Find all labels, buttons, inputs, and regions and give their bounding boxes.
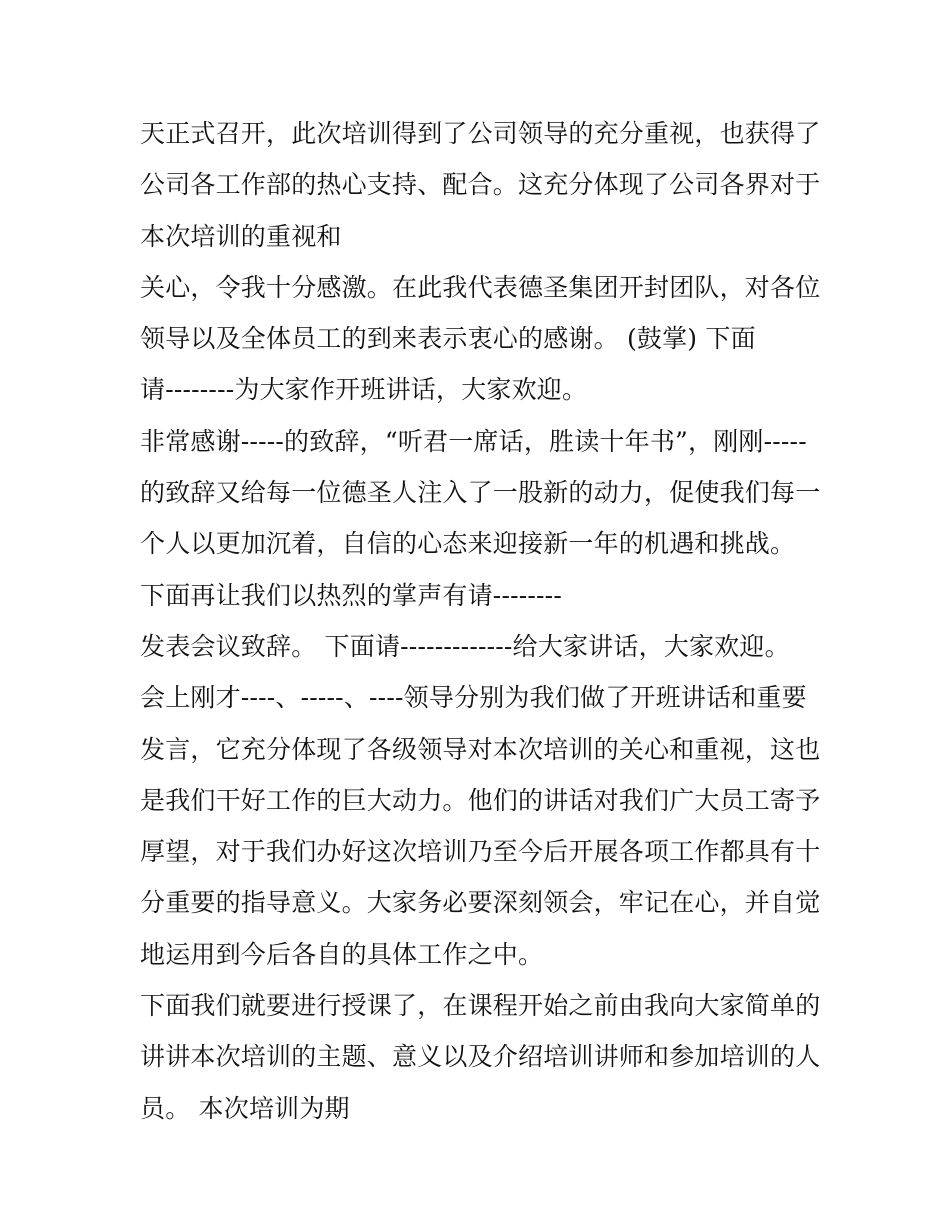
text-line: 请--------为大家作开班讲话，大家欢迎。 bbox=[140, 375, 588, 405]
text-line: 下面再让我们以热烈的掌声有请-------- bbox=[140, 580, 562, 610]
text-line: 发表会议致辞。 下面请-------------给大家讲话，大家欢迎。 bbox=[140, 631, 790, 661]
text-line: 关心，令我十分感激。在此我代表德圣集团开封团队，对各位 bbox=[140, 272, 821, 302]
text-line: 非常感谢-----的致辞，“听君一席话，胜读十年书”，刚刚----- bbox=[140, 426, 807, 456]
text-line: 个人以更加沉着，自信的心态来迎接新一年的机遇和挑战。 bbox=[140, 529, 796, 559]
text-line: 地运用到今后各自的具体工作之中。 bbox=[140, 939, 544, 969]
text-line: 天正式召开，此次培训得到了公司领导的充分重视，也获得了 bbox=[140, 119, 821, 148]
text-line: 分重要的指导意义。大家务必要深刻领会，牢记在心，并自觉 bbox=[140, 888, 821, 918]
text-line: 本次培训的重视和 bbox=[140, 221, 342, 251]
text-line: 下面我们就要进行授课了，在课程开始之前由我向大家简单的 bbox=[140, 991, 821, 1021]
text-line: 厚望，对于我们办好这次培训乃至今后开展各项工作都具有十 bbox=[140, 837, 821, 867]
text-line: 领导以及全体员工的到来表示衷心的感谢。 (鼓掌) 下面 bbox=[140, 324, 756, 354]
document-body bbox=[140, 108, 830, 1134]
text-line: 的致辞又给每一位德圣人注入了一股新的动力，促使我们每一 bbox=[140, 478, 821, 508]
text-line: 发言，它充分体现了各级领导对本次培训的关心和重视，这也 bbox=[140, 734, 821, 764]
text-line: 员。 本次培训为期 bbox=[140, 1093, 350, 1123]
text-line: 公司各工作部的热心支持、配合。这充分体现了公司各界对于 bbox=[140, 170, 821, 200]
text-line: 讲讲本次培训的主题、意义以及介绍培训讲师和参加培训的人 bbox=[140, 1042, 821, 1072]
text-line: 是我们干好工作的巨大动力。他们的讲话对我们广大员工寄予 bbox=[140, 785, 821, 815]
text-line: 会上刚才----、-----、----领导分别为我们做了开班讲话和重要 bbox=[140, 683, 807, 713]
